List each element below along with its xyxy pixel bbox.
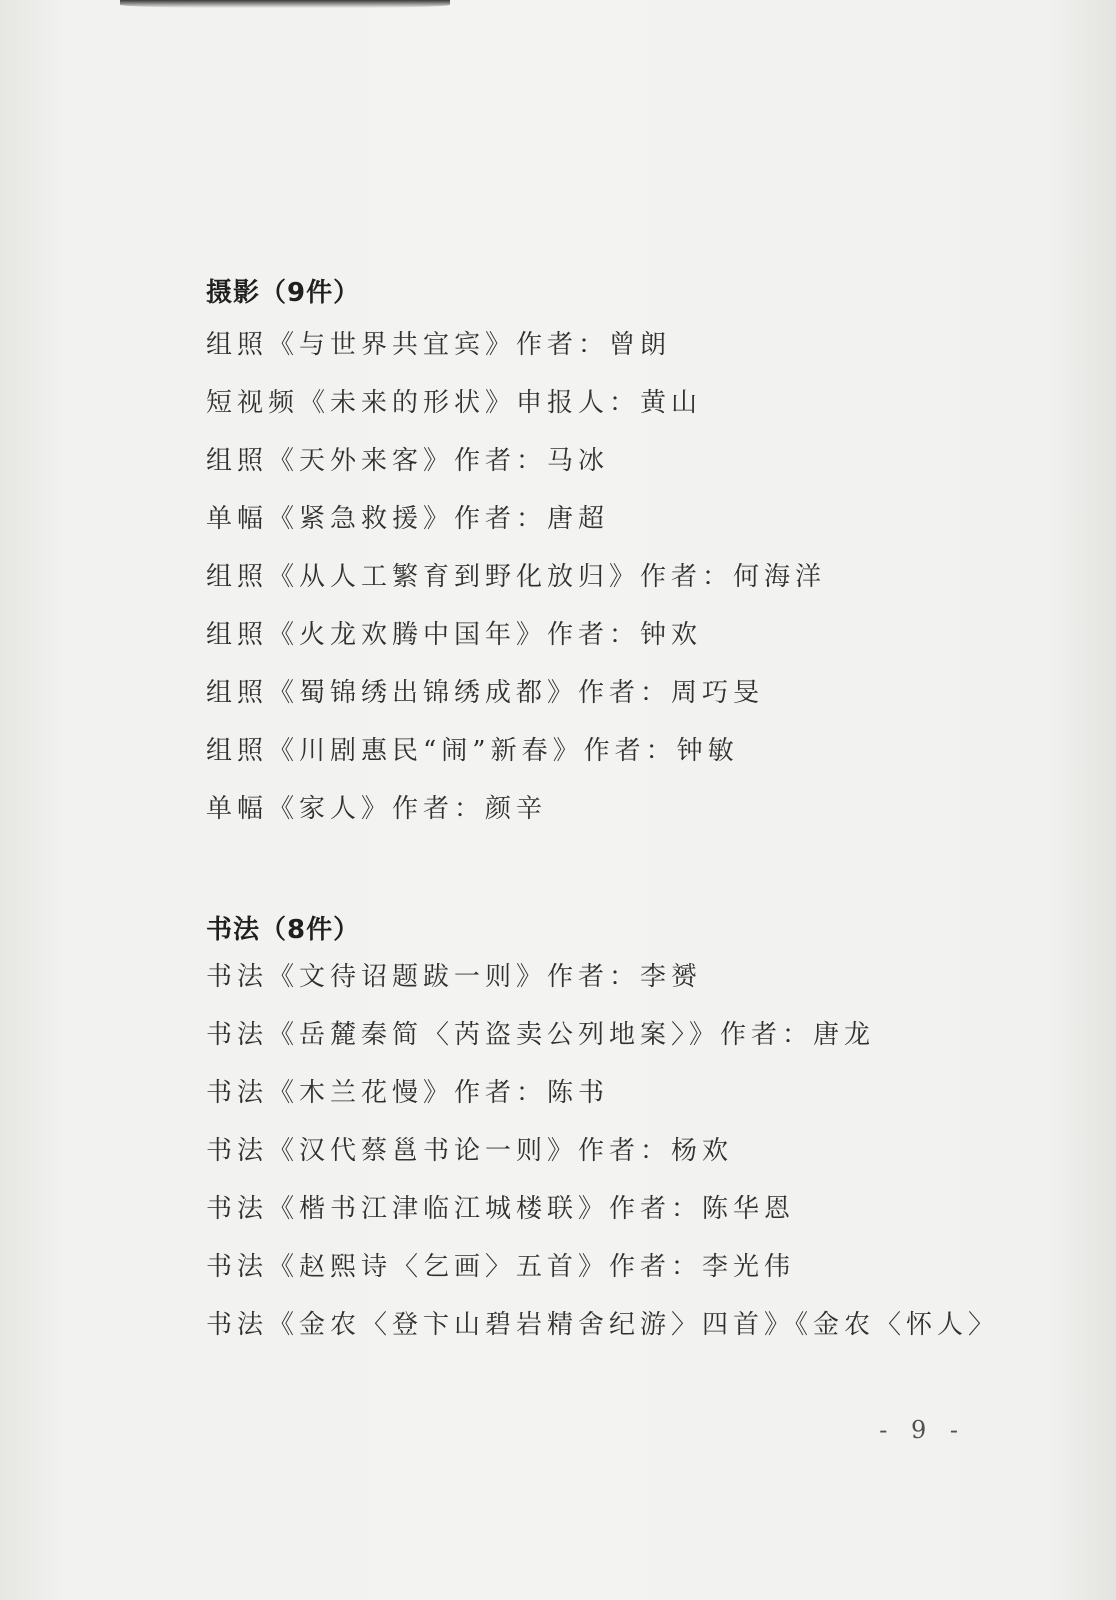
photography-section (206, 270, 826, 838)
section-heading-calligraphy: 书法（8件） (206, 915, 361, 945)
list-item: 单幅《家人》作者：颜辛 (206, 794, 548, 824)
list-item: 组照《川剧惠民“闹”新春》作者：钟敏 (206, 736, 739, 766)
calligraphy-section (206, 912, 999, 1354)
list-item: 书法《赵熙诗〈乞画〉五首》作者：李光伟 (206, 1252, 796, 1282)
list-item: 组照《从人工繁育到野化放归》作者：何海洋 (206, 562, 827, 592)
list-item: 书法《汉代蔡邕书论一则》作者：杨欢 (206, 1136, 734, 1166)
scan-shadow (120, 0, 450, 8)
list-item: 书法《文待诏题跋一则》作者：李赟 (206, 962, 703, 992)
list-item: 书法《金农〈登卞山碧岩精舍纪游〉四首》《金农〈怀人〉 (206, 1310, 1000, 1340)
list-item: 书法《楷书江津临江城楼联》作者：陈华恩 (206, 1194, 796, 1224)
list-item: 单幅《紧急救援》作者：唐超 (206, 504, 610, 534)
list-item: 书法《木兰花慢》作者：陈书 (206, 1078, 610, 1108)
list-item: 组照《蜀锦绣出锦绣成都》作者：周巧旻 (206, 678, 765, 708)
page-number: - 9 - (879, 1416, 966, 1444)
list-item: 组照《与世界共宜宾》作者：曾朗 (206, 330, 672, 360)
list-item: 书法《岳麓秦简〈芮盗卖公列地案〉》作者：唐龙 (206, 1020, 876, 1050)
list-item: 组照《火龙欢腾中国年》作者：钟欢 (206, 620, 703, 650)
list-item: 短视频《未来的形状》申报人：黄山 (206, 388, 703, 418)
list-item: 组照《天外来客》作者：马冰 (206, 446, 610, 476)
section-heading-photography: 摄影（9件） (206, 278, 361, 308)
